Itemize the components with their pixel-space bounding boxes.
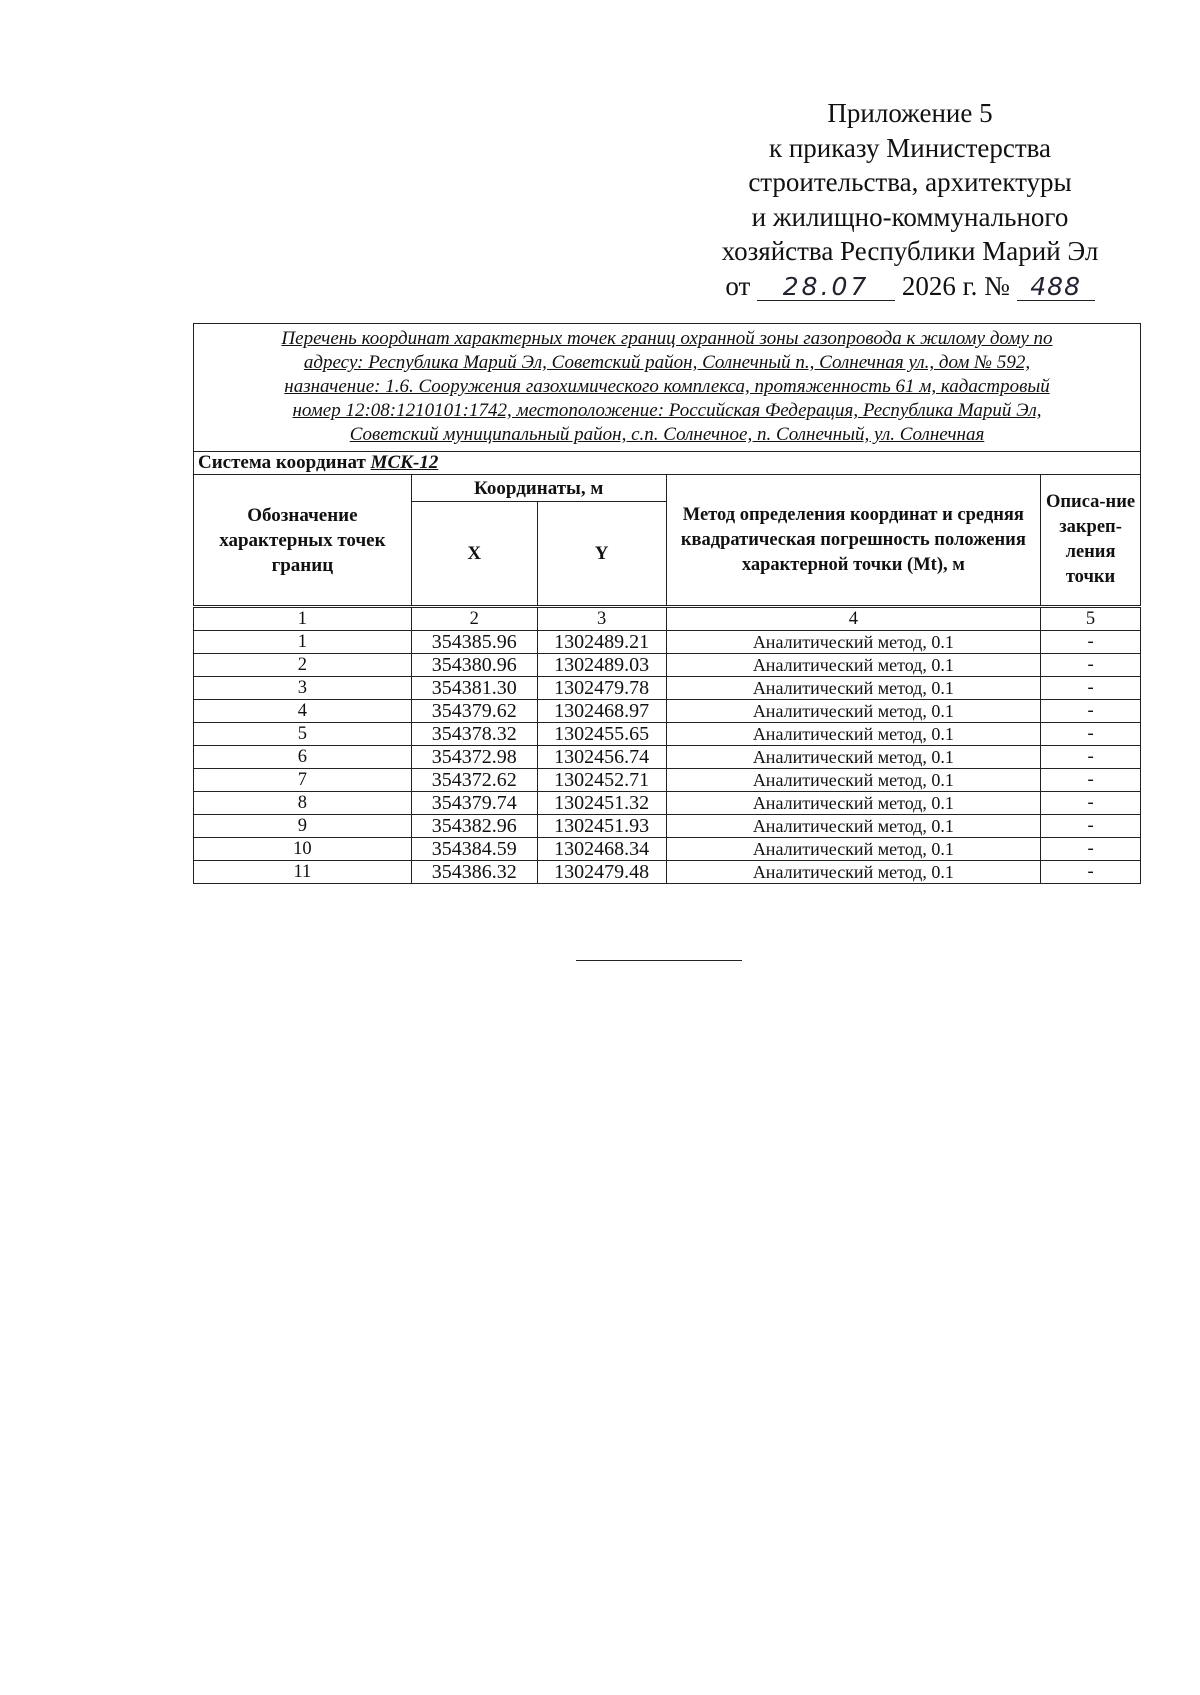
handwritten-date: 28.07 <box>757 274 895 301</box>
method-cell: Аналитический метод, 0.1 <box>666 723 1040 746</box>
header-y: Y <box>537 502 666 607</box>
point-cell: 11 <box>194 861 412 884</box>
title-line: номер 12:08:1210101:1742, местоположение: Российская Федерация, Республика Марий Эл, <box>292 400 1042 421</box>
coordinate-system-label: Система координат <box>198 452 366 473</box>
y-cell: 1302455.65 <box>537 723 666 746</box>
x-cell: 354379.74 <box>411 792 537 815</box>
header-line-3: строительства, архитектуры <box>748 167 1072 197</box>
header-x: X <box>411 502 537 607</box>
header-line-1: Приложение 5 <box>827 98 993 128</box>
x-cell: 354386.32 <box>411 861 537 884</box>
method-cell: Аналитический метод, 0.1 <box>666 746 1040 769</box>
coordinate-system <box>194 452 1141 475</box>
x-cell: 354372.98 <box>411 746 537 769</box>
description-cell: - <box>1041 654 1141 677</box>
header-line-5: хозяйства Республики Марий Эл <box>721 236 1099 266</box>
point-cell: 4 <box>194 700 412 723</box>
x-cell: 354384.59 <box>411 838 537 861</box>
y-cell: 1302451.32 <box>537 792 666 815</box>
point-cell: 5 <box>194 723 412 746</box>
header-point-designation: Обозначение характерных точек границ <box>194 475 412 607</box>
description-cell: - <box>1041 746 1141 769</box>
year-text: 2026 г. № <box>901 270 1010 301</box>
description-cell: - <box>1041 631 1141 654</box>
y-cell: 1302479.78 <box>537 677 666 700</box>
y-cell: 1302452.71 <box>537 769 666 792</box>
table-row <box>194 631 1141 654</box>
method-cell: Аналитический метод, 0.1 <box>666 677 1040 700</box>
appendix-header <box>690 96 1130 303</box>
coordinates-table <box>193 323 1141 884</box>
header-line-4: и жилищно-коммунального <box>751 201 1069 232</box>
description-cell: - <box>1041 861 1141 884</box>
title-line: Советский муниципальный район, с.п. Солнечное, п. Солнечный, ул. Солнечная <box>349 424 985 445</box>
method-cell: Аналитический метод, 0.1 <box>666 769 1040 792</box>
table-row <box>194 861 1141 884</box>
description-cell: - <box>1041 700 1141 723</box>
handwritten-order-number: 488 <box>1017 274 1095 301</box>
header-line-2: к приказу Министерства <box>768 132 1052 163</box>
x-cell: 354372.62 <box>411 769 537 792</box>
point-cell: 1 <box>194 631 412 654</box>
title-line: адресу: Республика Марий Эл, Советский район, Солнечный п., Солнечная ул., дом № 592, <box>303 352 1031 373</box>
header-coordinates: Координаты, м <box>411 475 666 502</box>
method-cell: Аналитический метод, 0.1 <box>666 792 1040 815</box>
date-prefix: от <box>725 270 751 301</box>
description-cell: - <box>1041 792 1141 815</box>
coordinate-system-value: МСК-12 <box>370 452 439 473</box>
x-cell: 354382.96 <box>411 815 537 838</box>
table-title-row <box>194 324 1141 452</box>
point-cell: 6 <box>194 746 412 769</box>
column-number: 3 <box>537 607 666 631</box>
column-number: 5 <box>1041 607 1141 631</box>
table-row <box>194 700 1141 723</box>
method-cell: Аналитический метод, 0.1 <box>666 654 1040 677</box>
method-cell: Аналитический метод, 0.1 <box>666 631 1040 654</box>
table-title <box>194 324 1141 452</box>
header-row-1 <box>194 475 1141 502</box>
method-cell: Аналитический метод, 0.1 <box>666 861 1040 884</box>
column-number: 4 <box>666 607 1040 631</box>
table-row <box>194 815 1141 838</box>
y-cell: 1302468.34 <box>537 838 666 861</box>
table-row <box>194 723 1141 746</box>
header-method: Метод определения координат и средняя квадратическая погрешность положения характерной точки (Mt), м <box>666 475 1040 607</box>
description-cell: - <box>1041 723 1141 746</box>
table-row <box>194 677 1141 700</box>
x-cell: 354380.96 <box>411 654 537 677</box>
title-line: Перечень координат характерных точек границ охранной зоны газопровода к жилому дому по <box>281 328 1053 349</box>
method-cell: Аналитический метод, 0.1 <box>666 815 1040 838</box>
order-date-line <box>690 269 1130 304</box>
column-number: 2 <box>411 607 537 631</box>
point-cell: 7 <box>194 769 412 792</box>
point-cell: 3 <box>194 677 412 700</box>
y-cell: 1302479.48 <box>537 861 666 884</box>
x-cell: 354385.96 <box>411 631 537 654</box>
end-divider <box>576 960 742 961</box>
table-row <box>194 746 1141 769</box>
table-row <box>194 792 1141 815</box>
point-cell: 9 <box>194 815 412 838</box>
coordinate-system-row <box>194 452 1141 475</box>
y-cell: 1302451.93 <box>537 815 666 838</box>
x-cell: 354379.62 <box>411 700 537 723</box>
x-cell: 354378.32 <box>411 723 537 746</box>
x-cell: 354381.30 <box>411 677 537 700</box>
column-number-row <box>194 607 1141 631</box>
header-description: Описа-ние закреп-ления точки <box>1041 475 1141 607</box>
table-row <box>194 769 1141 792</box>
point-cell: 8 <box>194 792 412 815</box>
method-cell: Аналитический метод, 0.1 <box>666 700 1040 723</box>
point-cell: 2 <box>194 654 412 677</box>
description-cell: - <box>1041 677 1141 700</box>
title-line: назначение: 1.6. Сооружения газохимического комплекса, протяженность 61 м, кадастровый <box>284 376 1050 397</box>
y-cell: 1302489.03 <box>537 654 666 677</box>
table-row <box>194 838 1141 861</box>
table-row <box>194 654 1141 677</box>
description-cell: - <box>1041 838 1141 861</box>
point-cell: 10 <box>194 838 412 861</box>
y-cell: 1302468.97 <box>537 700 666 723</box>
description-cell: - <box>1041 815 1141 838</box>
y-cell: 1302456.74 <box>537 746 666 769</box>
y-cell: 1302489.21 <box>537 631 666 654</box>
method-cell: Аналитический метод, 0.1 <box>666 838 1040 861</box>
description-cell: - <box>1041 769 1141 792</box>
column-number: 1 <box>194 607 412 631</box>
